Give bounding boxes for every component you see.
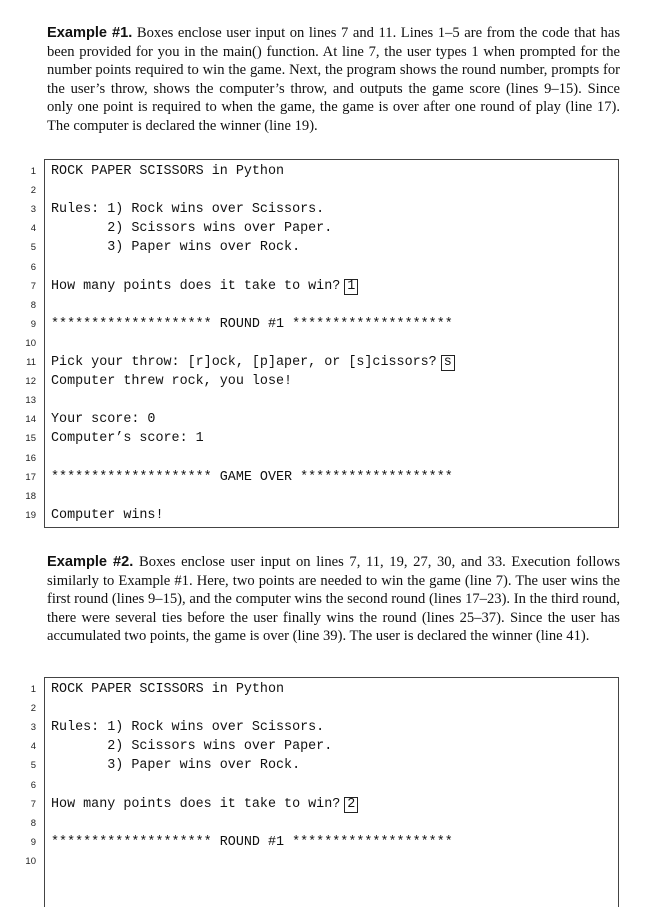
- code-text: [51, 681, 284, 699]
- paragraph-line: code that has been provided for you in the main() function. At line 7, the user types: [47, 25, 620, 60]
- output-text: ******************** ROUND #1 ********************: [51, 316, 453, 332]
- example-2-description: [47, 553, 620, 646]
- paragraph-line: (line 39). The user is declared the winner (line 41).: [292, 628, 590, 645]
- paragraph-line: follows similarly to Example #1. Here, two points are needed to win the game (line 7).: [47, 554, 620, 589]
- code-text: [51, 834, 453, 852]
- code-line: [0, 201, 620, 219]
- user-input-box: 1: [344, 279, 358, 295]
- line-number: 13: [25, 395, 36, 407]
- code-text: [51, 239, 300, 257]
- code-text: [51, 220, 332, 238]
- line-number: 18: [25, 490, 36, 502]
- code-line: [0, 777, 620, 795]
- line-number: 7: [30, 798, 36, 810]
- code-line: [0, 796, 620, 814]
- code-text: [51, 469, 453, 487]
- code-line: [0, 335, 620, 353]
- code-text: [51, 373, 292, 391]
- code-text: [51, 719, 324, 737]
- line-number: 3: [30, 204, 36, 216]
- line-number: 9: [30, 836, 36, 848]
- line-number: 8: [30, 299, 36, 311]
- paragraph-line: 1 when prompted for the number points required to win the game. Next, the program: [47, 43, 620, 79]
- line-number: 19: [25, 509, 36, 521]
- output-text: 3) Paper wins over Rock.: [51, 758, 301, 774]
- output-text: ROCK PAPER SCISSORS in Python: [51, 682, 285, 697]
- line-number: 6: [30, 779, 36, 791]
- line-number: 8: [30, 817, 36, 829]
- code-text: [51, 163, 284, 181]
- code-line: [0, 373, 620, 391]
- line-number: 4: [30, 223, 36, 235]
- output-text: ******************** ROUND #1 ********************: [51, 834, 453, 850]
- code-line: [0, 700, 620, 718]
- code-line: [0, 411, 620, 429]
- paragraph-line: the round (lines 25–37). Since the user has accumulated two points, the game is over: [47, 609, 620, 645]
- code-line: [0, 488, 620, 506]
- output-text: Pick your throw: [r]ock, [p]aper, or [s]cissors?: [51, 355, 437, 370]
- user-input-box: s: [441, 355, 455, 371]
- example-1-title: Example #1.: [47, 25, 133, 41]
- code-line: [0, 738, 620, 756]
- output-text: 2) Scissors wins over Paper.: [51, 221, 333, 237]
- code-line: [0, 507, 620, 525]
- code-line: [0, 163, 620, 181]
- example-2-title: Example #2.: [47, 554, 134, 570]
- line-number: 7: [30, 280, 36, 292]
- line-number: 6: [30, 261, 36, 273]
- code-text: [51, 507, 164, 525]
- output-text: Computer threw rock, you lose!: [51, 374, 293, 390]
- line-number: 2: [30, 185, 36, 197]
- code-line: [0, 182, 620, 200]
- paragraph-line: and outputs the game score (lines 9–15). Since only one point is required to when the: [47, 80, 620, 116]
- code-line: [0, 354, 620, 372]
- output-text: Computer’s score: 1: [51, 431, 204, 447]
- line-number: 16: [25, 452, 36, 464]
- output-text: 3) Paper wins over Rock.: [51, 240, 301, 256]
- line-number: 9: [30, 318, 36, 330]
- line-number: 1: [30, 684, 36, 695]
- output-text: Your score: 0: [51, 412, 156, 428]
- code-line: [0, 259, 620, 277]
- line-number: 5: [30, 760, 36, 772]
- code-text: [51, 430, 204, 448]
- line-number: 10: [25, 337, 36, 349]
- line-number: 12: [25, 376, 36, 388]
- code-text: [51, 201, 324, 219]
- output-text: ROCK PAPER SCISSORS in Python: [51, 164, 285, 179]
- paragraph-line: game, the game is over after one round of play (line 17). The computer is declared the: [47, 99, 620, 134]
- line-number: 11: [26, 357, 36, 368]
- code-line: [0, 719, 620, 737]
- code-line: [0, 834, 620, 852]
- paragraph-line: Boxes enclose user input on lines 7 and 11. Lines 1–5 are from the: [136, 25, 538, 41]
- output-text: Rules: 1) Rock wins over Scissors.: [51, 720, 325, 736]
- code-line: [0, 220, 620, 238]
- output-text: How many points does it take to win?: [51, 796, 341, 812]
- code-line: [0, 430, 620, 448]
- code-text: [51, 316, 453, 334]
- code-line: [0, 757, 620, 775]
- line-number: 2: [30, 703, 36, 715]
- line-number: 17: [25, 471, 36, 483]
- code-line: [0, 297, 620, 315]
- code-line: [0, 815, 620, 833]
- code-text: [51, 411, 155, 429]
- line-number: 3: [30, 722, 36, 734]
- output-text: How many points does it take to win?: [51, 278, 341, 294]
- line-number: 14: [25, 414, 36, 426]
- paragraph-line: winner (line 19).: [220, 117, 318, 134]
- output-text: Computer wins!: [51, 507, 164, 523]
- output-text: ******************** GAME OVER *******************: [51, 469, 453, 485]
- code-text: [51, 757, 300, 775]
- code-text: [51, 278, 358, 296]
- output-text: 2) Scissors wins over Paper.: [51, 739, 333, 755]
- code-line: [0, 681, 620, 699]
- code-line: [0, 316, 620, 334]
- code-line: [0, 469, 620, 487]
- code-line: [0, 278, 620, 296]
- line-number: 4: [30, 741, 36, 753]
- line-number: 15: [25, 433, 36, 445]
- paragraph-line: shows the round number, prompts for the user’s throw, shows the computer’s throw,: [47, 62, 620, 97]
- example-1-description: [47, 24, 620, 136]
- code-line: [0, 853, 620, 871]
- paragraph-line: The user wins the first round (lines 9–15), and the computer wins the second round: [47, 572, 620, 608]
- output-text: Rules: 1) Rock wins over Scissors.: [51, 202, 325, 218]
- code-text: [51, 738, 332, 756]
- line-number: 1: [30, 166, 36, 177]
- code-line: [0, 392, 620, 410]
- line-number: 10: [25, 855, 36, 867]
- user-input-box: 2: [344, 797, 358, 813]
- line-number: 5: [30, 242, 36, 254]
- code-line: [0, 239, 620, 257]
- paragraph-line: (lines 17–23). In the third round, there were several ties before the user finally wins: [47, 591, 620, 626]
- paragraph-line: Boxes enclose user input on lines 7, 11, 19, 27, 30, and 33. Execution: [138, 554, 571, 570]
- code-text: [51, 796, 358, 814]
- code-text: [51, 354, 455, 372]
- code-line: [0, 450, 620, 468]
